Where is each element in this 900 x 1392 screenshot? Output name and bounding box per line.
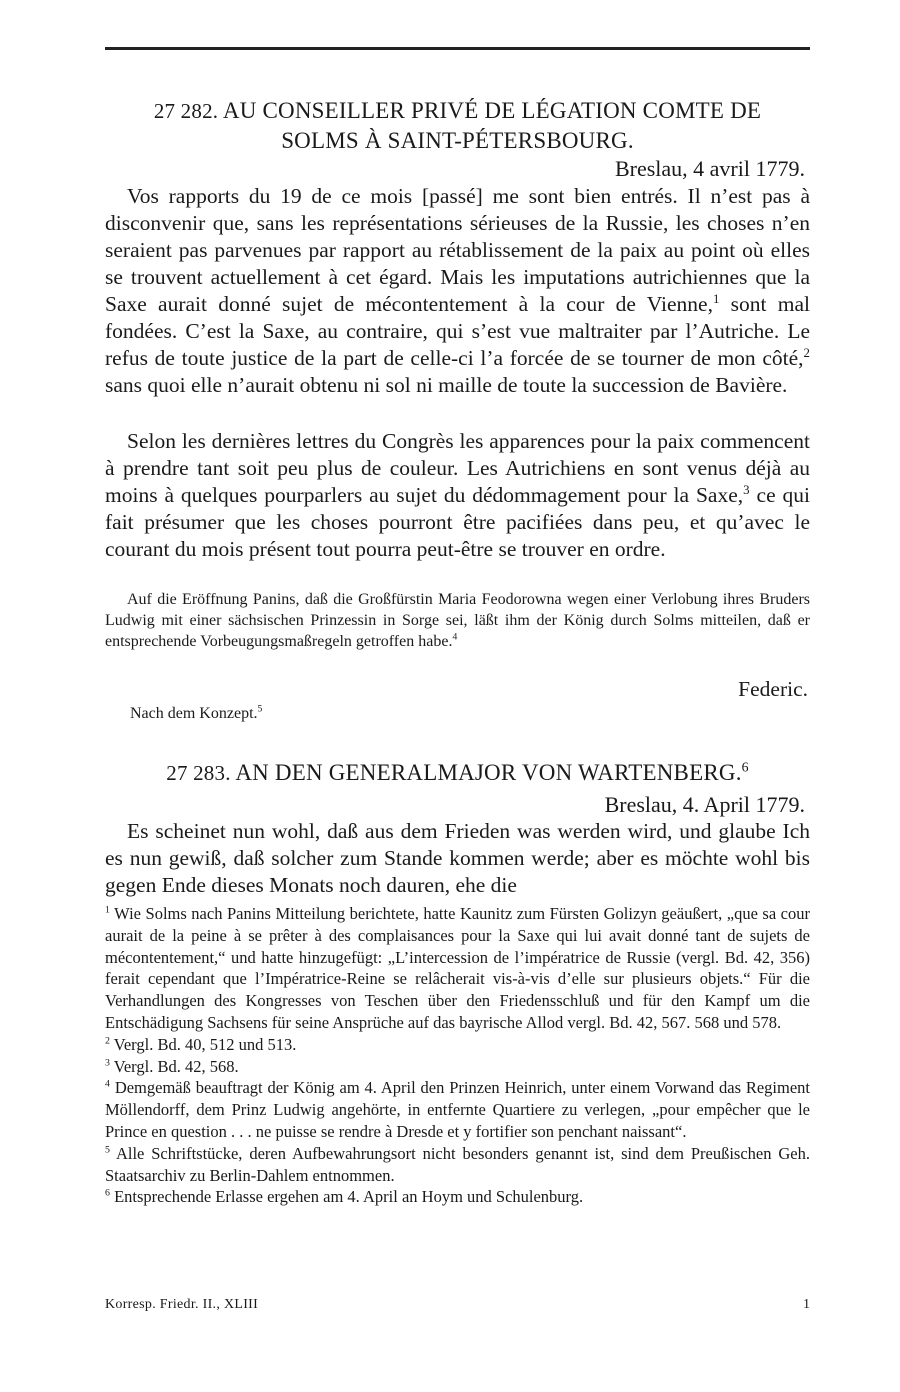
footnote-mark: 5	[105, 1144, 110, 1156]
footnote-mark: 1	[105, 904, 110, 916]
footnote-text: Wie Solms nach Panins Mitteilung berichtete, hatte Kaunitz zum Fürsten Golizyn geäußert, „que sa cour aurait de la peine à se prêter à des complaisances pour la Saxe qui lui avait donné tant de sujets de mécontentement,“ und hatte hinzugefügt: „L’intercession de l’impératrice de Russie (vergl. Bd. 42, 356) ferait cependant que l’Impératrice-Reine se relâcherait vis-à-vis d’elle sur plusieurs objets.“ Für die Verhandlungen des Kongresses von Teschen über den Friedensschluß und für den Kampf um die Entschädigung Sachsens für seine Ansprüche auf das bayrische Allod vergl. Bd. 42, 567. 568 und 578.	[105, 904, 811, 1032]
letter-2-title: AN DEN GENERALMAJOR VON WARTENBERG.	[235, 760, 742, 785]
footnote	[105, 903, 810, 1034]
letter-1-paragraph-2	[105, 428, 810, 563]
footnote	[105, 1077, 810, 1142]
footnote	[105, 1056, 810, 1078]
footnotes	[105, 903, 810, 1208]
letter-1-para-1-part-c: sans quoi elle n’aurait obtenu ni sol ni maille de toute la succession de Bavière.	[105, 373, 788, 397]
footnote-mark: 4	[105, 1078, 110, 1090]
footnote-ref-1: 1	[712, 291, 720, 306]
letter-2-dateline: Breslau, 4. April 1779.	[604, 792, 805, 817]
letter-1-heading	[105, 96, 810, 155]
letter-1-paragraph-1	[105, 183, 810, 399]
footnote-mark: 2	[105, 1035, 110, 1047]
footer-collection: Korresp. Friedr. II., XLIII	[105, 1297, 259, 1312]
top-rule	[105, 47, 810, 50]
letter-2-heading	[105, 758, 810, 788]
footnote-text: Alle Schriftstücke, deren Aufbewahrungsort nicht besonders genannt ist, sind dem Preußischen Geh. Staatsarchiv zu Berlin-Dahlem entnommen.	[105, 1143, 811, 1185]
letter-1-dateline: Breslau, 4 avril 1779.	[614, 156, 805, 181]
footnote	[105, 1034, 810, 1056]
letter-1-number: 27 282.	[153, 99, 219, 123]
footnote-ref-2: 2	[803, 345, 810, 360]
letter-1-title-line-2: SOLMS À SAINT-PÉTERSBOURG.	[281, 128, 634, 153]
footnote-text: Entsprechende Erlasse ergehen am 4. April an Hoym und Schulenburg.	[114, 1187, 584, 1207]
letter-2-number: 27 283.	[166, 761, 231, 785]
footnote-mark: 3	[105, 1057, 110, 1069]
footnote-ref-5: 5	[257, 703, 263, 715]
footnote-ref-6: 6	[741, 759, 749, 775]
letter-1-source	[130, 703, 262, 725]
footnote-ref-3: 3	[743, 482, 750, 497]
footnote-ref-4: 4	[452, 631, 458, 643]
note-text: Auf die Eröffnung Panins, daß die Großfürstin Maria Feodorowna wegen einer Verlobung ihres Bruders Ludwig mit einer sächsischen Prinzessin in Sorge sei, läßt ihm der König durch Solms mitteilen, daß er entsprechende Vorbeugungsmaßregeln getroffen habe.	[105, 591, 810, 650]
letter-1-title-line-1: AU CONSEILLER PRIVÉ DE LÉGATION COMTE DE	[222, 98, 762, 123]
letter-1-para-2-part-b: ce qui fait présumer que les choses pourront être pacifiées dans peu, et qu’avec le courant du mois présent tout pourra peut-être se trouver en ordre.	[105, 483, 810, 561]
footnote	[105, 1143, 810, 1187]
letter-2-para-1-text: Es scheinet nun wohl, daß aus dem Frieden was werden wird, und glaube Ich es nun gewiß, daß solcher zum Stande kommen werde; aber es möchte wohl bis gegen Ende dieses Monats noch dauren, ehe die	[105, 819, 810, 897]
letter-1-signature: Federic.	[738, 677, 808, 701]
footnote-text: Demgemäß beauftragt der König am 4. April den Prinzen Heinrich, unter einem Vorwand das Regiment Möllendorff, dem Prinz Ludwig angehörte, in entfernte Quartiere zu verlegen, „pour empêcher que le Prince en question . . . ne puisse se rendre à Dresde et y fortifier son penchant naissant“.	[105, 1078, 811, 1141]
letter-1-para-2-part-a: Selon les dernières lettres du Congrès les apparences pour la paix commencent à prendre tant soit peu plus de couleur. Les Autrichiens en sont venus déjà au moins à quelques pourparlers au sujet du dédommagement pour la Saxe,	[105, 429, 810, 507]
letter-1-para-1-part-a: Vos rapports du 19 de ce mois [passé] me sont bien entrés. Il n’est pas à disconvenir que, sans les représentations sérieuses de la Russie, les choses n’en seraient pas parvenues par rapport au rétablissement de la paix au point où elles se trouvent actuellement à cet égard. Mais les imputations autrichiennes que la Saxe aurait donné sujet de mécontentement à la cour de Vienne,	[105, 184, 810, 316]
source-text: Nach dem Konzept.	[130, 705, 258, 722]
footnote	[105, 1186, 810, 1208]
footnote-text: Vergl. Bd. 42, 568.	[113, 1056, 239, 1076]
footnote-text: Vergl. Bd. 40, 512 und 513.	[113, 1034, 297, 1054]
footnote-mark: 6	[105, 1187, 110, 1199]
page-number: 1	[803, 1297, 810, 1312]
letter-1-para-1-part-b: sont mal fondées. C’est la Saxe, au contraire, qui s’est vue maltraiter par l’Autriche. Le refus de toute justice de la part de celle-ci l’a forcée de se tourner de mon côté,	[105, 292, 810, 370]
letter-1-editorial-note	[105, 589, 810, 652]
letter-2-paragraph-1	[105, 818, 810, 899]
